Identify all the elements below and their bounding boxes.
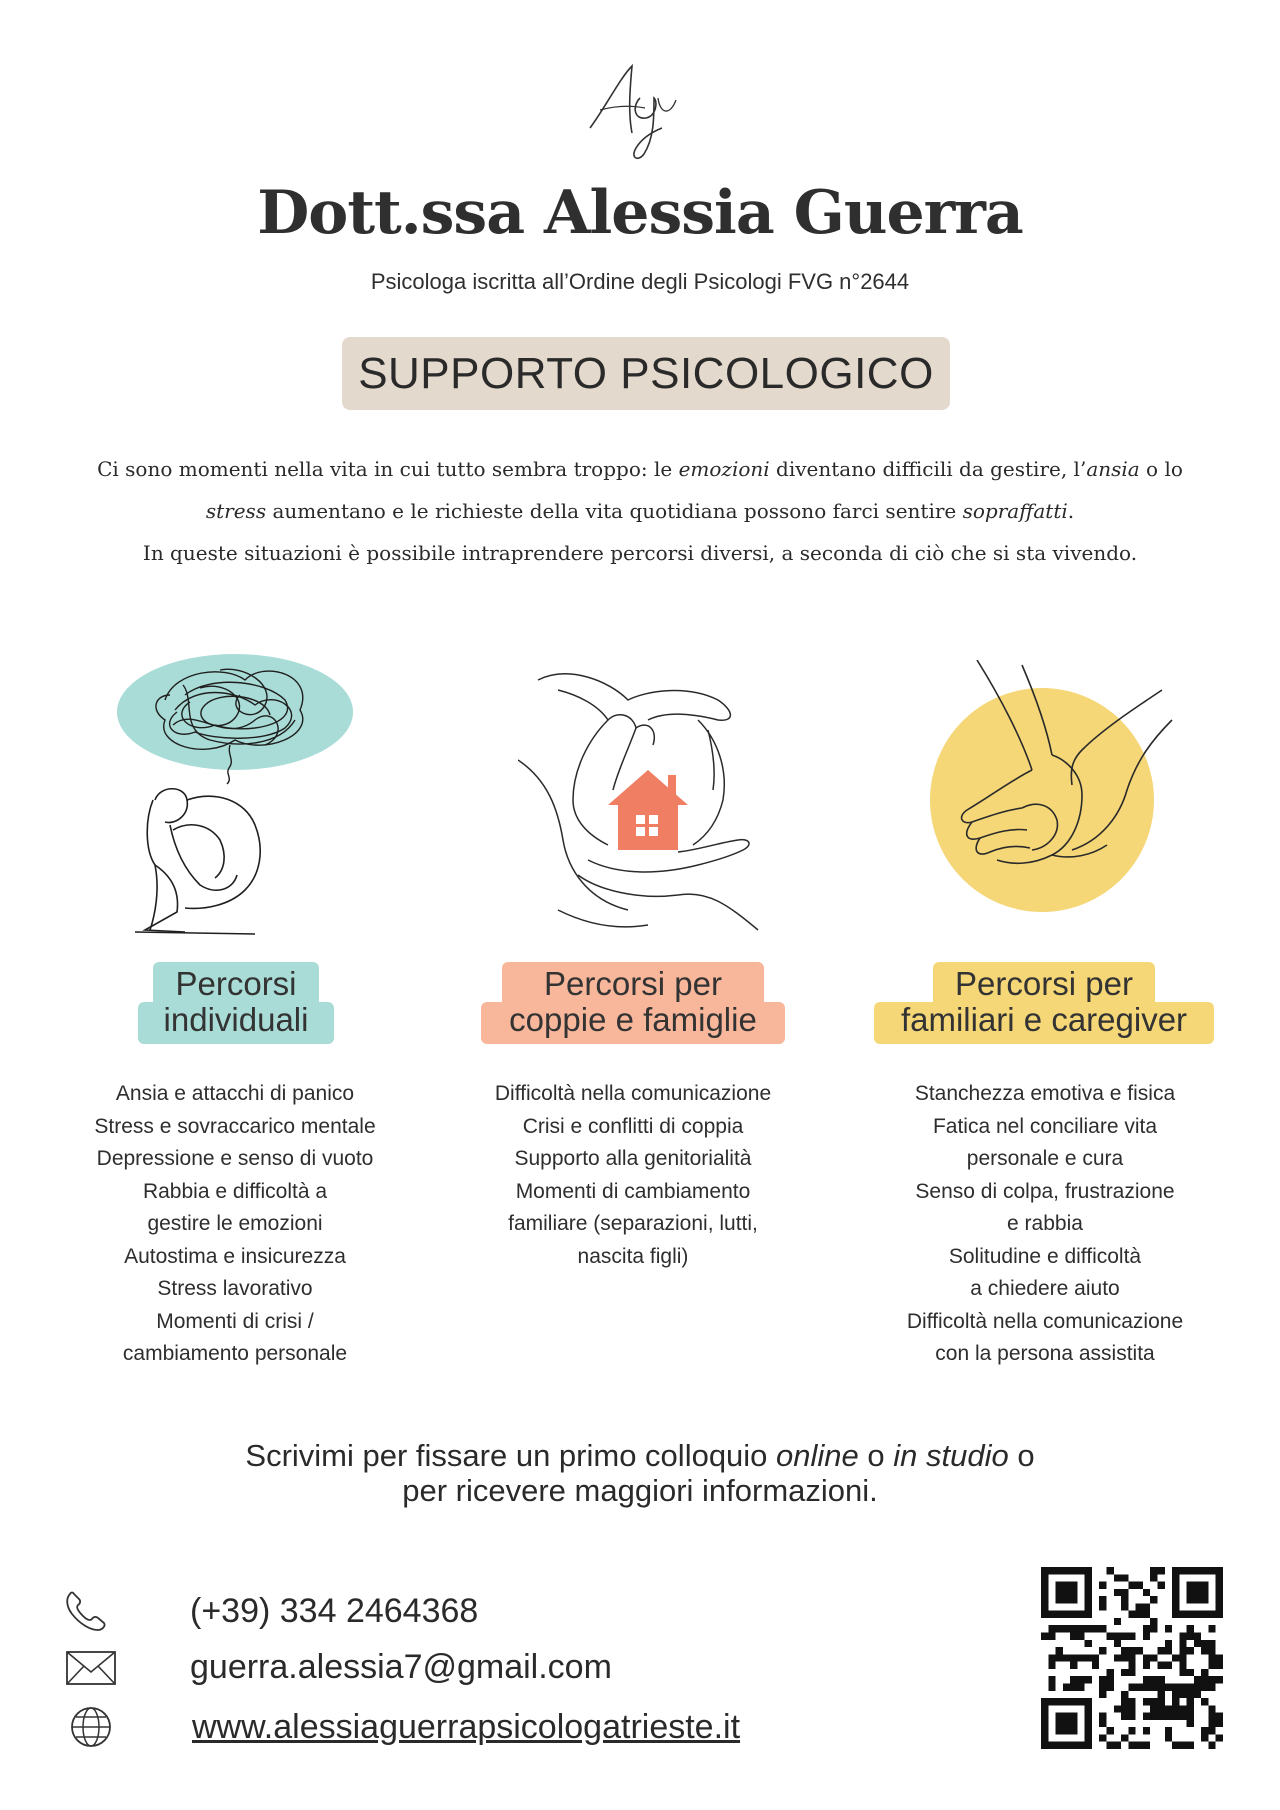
- pill-percorsi-individuali: Percorsi individuali: [138, 962, 334, 1044]
- list-item: cambiamento personale: [122, 1342, 348, 1365]
- website-link[interactable]: www.alessiaguerrapsicologatrieste.it: [192, 1707, 741, 1746]
- list-item: Stress lavorativo: [157, 1277, 313, 1300]
- list-item: Difficoltà nella comunicazione: [906, 1309, 1184, 1333]
- list-familiari: [870, 1078, 1220, 1371]
- list-item: Solitudine e difficoltà: [948, 1244, 1142, 1268]
- holding-hands-illustration: [922, 660, 1182, 940]
- list-item: familiare (separazioni, lutti,: [508, 1212, 758, 1235]
- contact-phone[interactable]: [62, 1588, 478, 1634]
- call-to-action: [0, 1438, 1280, 1508]
- list-item: nascita figli): [577, 1244, 689, 1268]
- worried-person-illustration: [115, 650, 355, 940]
- list-item: Momenti di crisi /: [156, 1309, 314, 1333]
- list-item: Fatica nel conciliare vita: [932, 1114, 1158, 1138]
- contact-website[interactable]: [62, 1704, 740, 1750]
- phone-icon: [62, 1588, 120, 1634]
- cta-line-1: Scrivimi per fissare un primo colloquio online o in studio o: [245, 1438, 1035, 1473]
- list-item: Autostima e insicurezza: [124, 1244, 346, 1268]
- list-item: Stanchezza emotiva e fisica: [914, 1082, 1176, 1105]
- list-item: a chiedere aiuto: [970, 1277, 1120, 1300]
- list-item: e rabbia: [1007, 1212, 1083, 1235]
- list-item: Momenti di cambiamento: [515, 1179, 751, 1203]
- intro-text: [80, 448, 1200, 574]
- list-item: personale e cura: [966, 1147, 1124, 1170]
- pill-percorsi-coppie: Percorsi per coppie e famiglie: [481, 962, 785, 1044]
- section-badge: SUPPORTO PSICOLOGICO: [342, 337, 950, 410]
- email-link[interactable]: guerra.alessia7@gmail.com: [190, 1647, 612, 1686]
- list-item: Crisi e conflitti di coppia: [522, 1114, 744, 1138]
- list-coppie: [458, 1078, 808, 1273]
- pill-percorsi-familiari: Percorsi per familiari e caregiver: [874, 962, 1214, 1044]
- list-item: Supporto alla genitorialità: [514, 1147, 752, 1170]
- mail-icon: [62, 1644, 120, 1690]
- phone-number[interactable]: (+39) 334 2464368: [190, 1591, 479, 1630]
- list-item: Difficoltà nella comunicazione: [494, 1082, 772, 1105]
- globe-icon: [62, 1704, 120, 1750]
- qr-code[interactable]: [1041, 1567, 1223, 1749]
- list-item: Stress e sovraccarico mentale: [94, 1114, 376, 1138]
- subtitle: Psicologa iscritta all’Ordine degli Psicologi FVG n°2644: [370, 269, 910, 294]
- contact-email[interactable]: [62, 1644, 612, 1690]
- intro-line-2: stress aumentano e le richieste della vita quotidiana possono farci sentire sopraffatti.: [205, 499, 1075, 523]
- hands-house-illustration: [518, 660, 778, 940]
- list-individuali: [60, 1078, 410, 1371]
- list-item: Depressione e senso di vuoto: [96, 1147, 374, 1170]
- list-item: gestire le emozioni: [147, 1212, 323, 1235]
- logo-monogram: [570, 58, 710, 168]
- intro-line-1: Ci sono momenti nella vita in cui tutto sembra troppo: le emozioni diventano difficili da gestire, l’ansia o lo: [97, 457, 1183, 481]
- cta-line-2: per ricevere maggiori informazioni.: [402, 1473, 878, 1508]
- list-item: con la persona assistita: [935, 1342, 1155, 1365]
- list-item: Rabbia e difficoltà a: [142, 1179, 328, 1203]
- intro-line-3: In queste situazioni è possibile intraprendere percorsi diversi, a seconda di ciò che si sta vivendo.: [142, 541, 1138, 565]
- list-item: Senso di colpa, frustrazione: [915, 1179, 1175, 1203]
- list-item: Ansia e attacchi di panico: [115, 1082, 355, 1105]
- page-title: Dott.ssa Alessia Guerra: [257, 178, 1023, 248]
